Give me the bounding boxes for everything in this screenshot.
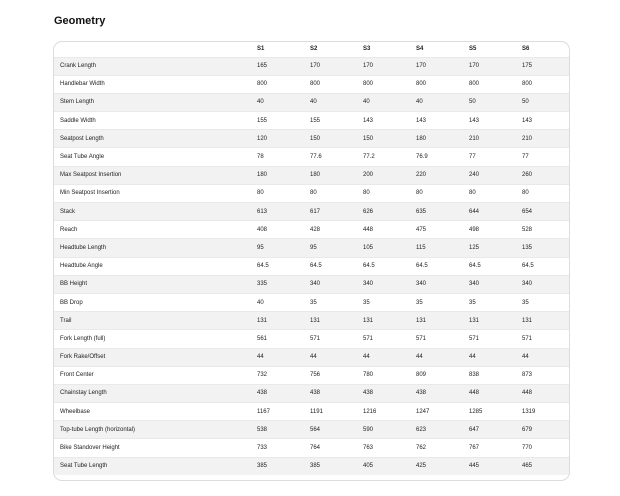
row-label: Seat Tube Length bbox=[60, 463, 108, 470]
table-cell: 143 bbox=[469, 117, 480, 124]
row-label: Saddle Width bbox=[60, 117, 96, 124]
table-cell: 767 bbox=[469, 445, 480, 452]
table-cell: 40 bbox=[257, 299, 264, 306]
table-cell: 35 bbox=[363, 299, 370, 306]
row-label: Seat Tube Angle bbox=[60, 154, 105, 161]
table-cell: 80 bbox=[522, 190, 529, 197]
table-cell: 408 bbox=[257, 226, 268, 233]
table-cell: 1191 bbox=[310, 408, 323, 415]
table-row bbox=[54, 348, 570, 366]
table-cell: 170 bbox=[416, 63, 427, 70]
row-label: Fork Rake/Offset bbox=[60, 354, 106, 361]
table-cell: 635 bbox=[416, 208, 427, 215]
row-label: Stem Length bbox=[60, 99, 95, 106]
table-cell: 180 bbox=[416, 135, 427, 142]
table-header-row bbox=[54, 42, 570, 57]
table-cell: 50 bbox=[469, 99, 476, 106]
table-cell: 571 bbox=[310, 335, 321, 342]
table-cell: 44 bbox=[363, 354, 370, 361]
table-cell: 150 bbox=[310, 135, 321, 142]
table-cell: 647 bbox=[469, 426, 480, 433]
table-cell: 143 bbox=[522, 117, 533, 124]
table-cell: 873 bbox=[522, 372, 533, 379]
table-cell: 679 bbox=[522, 426, 533, 433]
row-label: Fork Length (full) bbox=[60, 335, 106, 342]
table-cell: 340 bbox=[469, 281, 480, 288]
table-cell: 210 bbox=[522, 135, 533, 142]
table-cell: 150 bbox=[363, 135, 374, 142]
table-cell: 131 bbox=[522, 317, 533, 324]
table-cell: 340 bbox=[416, 281, 427, 288]
table-cell: 44 bbox=[257, 354, 264, 361]
table-cell: 64.5 bbox=[522, 263, 534, 270]
table-cell: 538 bbox=[257, 426, 268, 433]
table-row bbox=[54, 384, 570, 402]
table-cell: 764 bbox=[310, 445, 321, 452]
row-label: Trail bbox=[60, 317, 72, 324]
table-cell: 465 bbox=[522, 463, 533, 470]
table-cell: 571 bbox=[416, 335, 427, 342]
table-cell: 35 bbox=[469, 299, 476, 306]
table-cell: 210 bbox=[469, 135, 480, 142]
table-cell: 143 bbox=[363, 117, 374, 124]
row-label: Max Seatpost Insertion bbox=[60, 172, 122, 179]
table-cell: 448 bbox=[522, 390, 533, 397]
table-cell: 571 bbox=[363, 335, 374, 342]
row-label: Headtube Length bbox=[60, 244, 107, 251]
table-row bbox=[54, 184, 570, 202]
row-label: Top-tube Length (horizontal) bbox=[60, 426, 136, 433]
table-cell: 733 bbox=[257, 445, 268, 452]
table-cell: 623 bbox=[416, 426, 427, 433]
table-cell: 438 bbox=[257, 390, 268, 397]
table-cell: 1247 bbox=[416, 408, 430, 415]
table-cell: 115 bbox=[416, 244, 426, 251]
table-cell: 80 bbox=[363, 190, 370, 197]
table-cell: 180 bbox=[310, 172, 321, 179]
table-cell: 95 bbox=[257, 244, 264, 251]
table-cell: 80 bbox=[416, 190, 423, 197]
row-label: Stack bbox=[60, 208, 76, 215]
table-cell: 561 bbox=[257, 335, 268, 342]
table-body bbox=[54, 57, 570, 475]
table-row bbox=[54, 130, 570, 148]
table-cell: 50 bbox=[522, 99, 529, 106]
table-cell: 80 bbox=[257, 190, 264, 197]
table-cell: 445 bbox=[469, 463, 480, 470]
table-cell: 105 bbox=[363, 244, 374, 251]
table-row bbox=[54, 112, 570, 130]
table-row bbox=[54, 239, 570, 257]
table-row bbox=[54, 257, 570, 275]
table-cell: 438 bbox=[416, 390, 427, 397]
table-cell: 77 bbox=[469, 154, 476, 161]
table-cell: 613 bbox=[257, 208, 268, 215]
table-cell: 131 bbox=[257, 317, 268, 324]
table-cell: 80 bbox=[310, 190, 317, 197]
table-row bbox=[54, 93, 570, 111]
table-cell: 340 bbox=[522, 281, 533, 288]
row-label: Chainstay Length bbox=[60, 390, 107, 397]
table-row bbox=[54, 421, 570, 439]
table-cell: 40 bbox=[416, 99, 423, 106]
table-cell: 77.6 bbox=[310, 154, 322, 161]
table-cell: 428 bbox=[310, 226, 321, 233]
table-cell: 762 bbox=[416, 445, 427, 452]
row-label: Bike Standover Height bbox=[60, 445, 120, 452]
table-cell: 385 bbox=[310, 463, 321, 470]
table-cell: 340 bbox=[310, 281, 321, 288]
table-cell: 120 bbox=[257, 135, 268, 142]
table-row bbox=[54, 203, 570, 221]
table-cell: 800 bbox=[257, 81, 268, 88]
row-label: Min Seatpost Insertion bbox=[60, 190, 120, 197]
table-cell: 1167 bbox=[257, 408, 270, 415]
table-row bbox=[54, 75, 570, 93]
table-cell: 165 bbox=[257, 63, 268, 70]
table-cell: 175 bbox=[522, 63, 533, 70]
table-row bbox=[54, 312, 570, 330]
row-label: Front Center bbox=[60, 372, 94, 379]
table-cell: 1285 bbox=[469, 408, 483, 415]
table-row bbox=[54, 366, 570, 384]
table-cell: 76.9 bbox=[416, 154, 428, 161]
table-cell: 131 bbox=[363, 317, 374, 324]
row-label: Reach bbox=[60, 226, 78, 233]
table-cell: 564 bbox=[310, 426, 321, 433]
table-row bbox=[54, 403, 570, 421]
table-cell: 155 bbox=[257, 117, 268, 124]
table-cell: 40 bbox=[363, 99, 370, 106]
column-header-s1: S1 bbox=[257, 46, 265, 53]
table-cell: 64.5 bbox=[310, 263, 322, 270]
table-row bbox=[54, 166, 570, 184]
table-cell: 131 bbox=[469, 317, 480, 324]
table-cell: 44 bbox=[416, 354, 423, 361]
column-header-s6: S6 bbox=[522, 46, 530, 53]
table-cell: 155 bbox=[310, 117, 321, 124]
table-cell: 64.5 bbox=[416, 263, 428, 270]
column-header-s4: S4 bbox=[416, 46, 424, 53]
table-cell: 425 bbox=[416, 463, 427, 470]
table-cell: 800 bbox=[416, 81, 427, 88]
table-cell: 64.5 bbox=[469, 263, 481, 270]
table-cell: 64.5 bbox=[257, 263, 269, 270]
table-row bbox=[54, 439, 570, 457]
table-row bbox=[54, 293, 570, 311]
table-cell: 131 bbox=[416, 317, 427, 324]
table-cell: 617 bbox=[310, 208, 321, 215]
table-row bbox=[54, 221, 570, 239]
table-cell: 143 bbox=[416, 117, 427, 124]
table-cell: 35 bbox=[416, 299, 423, 306]
table-cell: 35 bbox=[522, 299, 529, 306]
table-cell: 220 bbox=[416, 172, 427, 179]
column-header-s3: S3 bbox=[363, 46, 371, 53]
table-cell: 571 bbox=[522, 335, 533, 342]
table-cell: 475 bbox=[416, 226, 427, 233]
table-cell: 732 bbox=[257, 372, 268, 379]
table-cell: 838 bbox=[469, 372, 480, 379]
table-cell: 809 bbox=[416, 372, 427, 379]
table-cell: 170 bbox=[310, 63, 321, 70]
row-label: Wheelbase bbox=[60, 408, 91, 415]
table-cell: 170 bbox=[363, 63, 374, 70]
table-cell: 170 bbox=[469, 63, 480, 70]
table-cell: 1319 bbox=[522, 408, 536, 415]
table-cell: 260 bbox=[522, 172, 533, 179]
table-cell: 438 bbox=[363, 390, 374, 397]
table-cell: 77.2 bbox=[363, 154, 375, 161]
table-cell: 438 bbox=[310, 390, 321, 397]
page-title: Geometry bbox=[54, 15, 106, 27]
table-cell: 131 bbox=[310, 317, 321, 324]
column-header-s2: S2 bbox=[310, 46, 318, 53]
table-cell: 756 bbox=[310, 372, 321, 379]
row-label: Crank Length bbox=[60, 63, 97, 70]
table-cell: 340 bbox=[363, 281, 374, 288]
row-label: Seatpost Length bbox=[60, 135, 104, 142]
table-row bbox=[54, 330, 570, 348]
table-cell: 335 bbox=[257, 281, 268, 288]
table-cell: 590 bbox=[363, 426, 374, 433]
geometry-table bbox=[54, 42, 570, 475]
table-cell: 770 bbox=[522, 445, 533, 452]
table-cell: 44 bbox=[522, 354, 529, 361]
table-row bbox=[54, 457, 570, 475]
table-cell: 78 bbox=[257, 154, 264, 161]
table-cell: 800 bbox=[522, 81, 533, 88]
table-cell: 800 bbox=[363, 81, 374, 88]
table-cell: 448 bbox=[363, 226, 374, 233]
table-cell: 385 bbox=[257, 463, 268, 470]
table-cell: 498 bbox=[469, 226, 480, 233]
table-cell: 135 bbox=[522, 244, 533, 251]
table-cell: 571 bbox=[469, 335, 480, 342]
table-cell: 200 bbox=[363, 172, 374, 179]
table-row bbox=[54, 148, 570, 166]
table-cell: 44 bbox=[469, 354, 476, 361]
table-cell: 40 bbox=[257, 99, 264, 106]
table-cell: 40 bbox=[310, 99, 317, 106]
table-cell: 780 bbox=[363, 372, 374, 379]
row-label: Headtube Angle bbox=[60, 263, 103, 270]
table-cell: 44 bbox=[310, 354, 317, 361]
table-cell: 644 bbox=[469, 208, 480, 215]
row-label: BB Height bbox=[60, 281, 88, 288]
column-header-s5: S5 bbox=[469, 46, 477, 53]
table-cell: 64.5 bbox=[363, 263, 375, 270]
row-label: Handlebar Width bbox=[60, 81, 105, 88]
table-cell: 800 bbox=[310, 81, 321, 88]
table-cell: 763 bbox=[363, 445, 374, 452]
table-cell: 405 bbox=[363, 463, 374, 470]
row-label: BB Drop bbox=[60, 299, 83, 306]
table-cell: 125 bbox=[469, 244, 480, 251]
table-cell: 95 bbox=[310, 244, 317, 251]
table-row bbox=[54, 57, 570, 75]
table-cell: 240 bbox=[469, 172, 480, 179]
table-cell: 35 bbox=[310, 299, 317, 306]
table-cell: 528 bbox=[522, 226, 533, 233]
table-cell: 448 bbox=[469, 390, 480, 397]
table-cell: 800 bbox=[469, 81, 480, 88]
table-cell: 1216 bbox=[363, 408, 377, 415]
table-cell: 80 bbox=[469, 190, 476, 197]
column-header-blank bbox=[54, 42, 257, 57]
table-row bbox=[54, 275, 570, 293]
table-cell: 654 bbox=[522, 208, 533, 215]
table-cell: 77 bbox=[522, 154, 529, 161]
table-cell: 180 bbox=[257, 172, 268, 179]
table-cell: 626 bbox=[363, 208, 374, 215]
geometry-table-card bbox=[53, 41, 570, 481]
